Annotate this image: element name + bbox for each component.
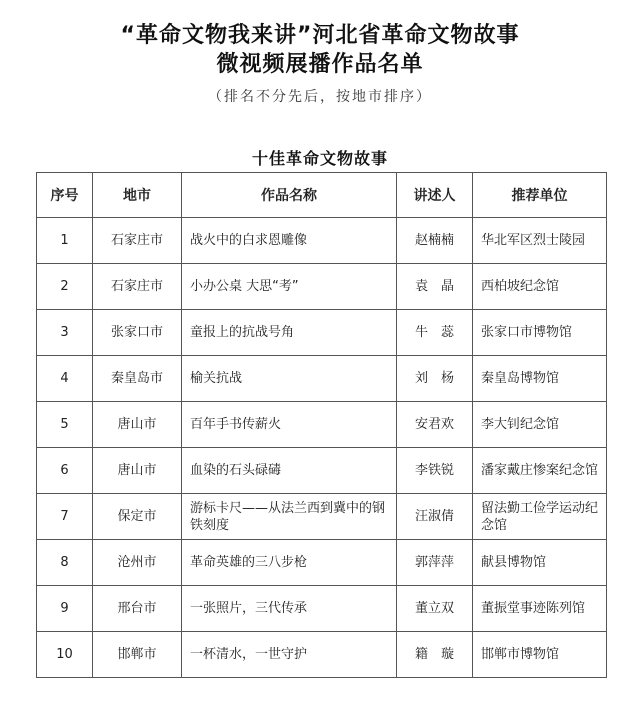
table-row [37, 356, 607, 402]
cell-organization: 董振堂事迹陈列馆 [473, 586, 607, 632]
table-row [37, 218, 607, 264]
cell-organization: 西柏坡纪念馆 [473, 264, 607, 310]
table-row [37, 264, 607, 310]
cell-narrator: 刘 杨 [397, 356, 473, 402]
cell-organization: 张家口市博物馆 [473, 310, 607, 356]
cell-title: 百年手书传薪火 [182, 402, 397, 448]
cell-number: 8 [37, 540, 93, 586]
table-row [37, 402, 607, 448]
cell-organization: 华北军区烈士陵园 [473, 218, 607, 264]
document-title-line2: 微视频展播作品名单 [216, 52, 424, 77]
cell-city: 唐山市 [93, 448, 182, 494]
cell-title: 童报上的抗战号角 [182, 310, 397, 356]
works-table [36, 172, 607, 678]
cell-narrator: 籍 璇 [397, 632, 473, 678]
column-header-city: 地市 [93, 173, 182, 218]
table-row [37, 494, 607, 540]
cell-organization: 秦皇岛博物馆 [473, 356, 607, 402]
cell-number: 6 [37, 448, 93, 494]
cell-title: 榆关抗战 [182, 356, 397, 402]
table-row [37, 540, 607, 586]
cell-title: 革命英雄的三八步枪 [182, 540, 397, 586]
column-header-number: 序号 [37, 173, 93, 218]
cell-organization: 留法勤工俭学运动纪念馆 [473, 494, 607, 540]
cell-city: 邢台市 [93, 586, 182, 632]
cell-city: 秦皇岛市 [93, 356, 182, 402]
cell-narrator: 安君欢 [397, 402, 473, 448]
cell-organization: 邯郸市博物馆 [473, 632, 607, 678]
cell-title: 血染的石头碌碡 [182, 448, 397, 494]
cell-narrator: 李铁锐 [397, 448, 473, 494]
cell-city: 沧州市 [93, 540, 182, 586]
cell-number: 1 [37, 218, 93, 264]
cell-title: 小办公桌 大思“考” [182, 264, 397, 310]
table-header-row [37, 173, 607, 218]
cell-city: 保定市 [93, 494, 182, 540]
column-header-organization: 推荐单位 [473, 173, 607, 218]
cell-title: 游标卡尺——从法兰西到冀中的钢铁刻度 [182, 494, 397, 540]
cell-title: 一张照片，三代传承 [182, 586, 397, 632]
cell-organization: 李大钊纪念馆 [473, 402, 607, 448]
cell-number: 5 [37, 402, 93, 448]
table-row [37, 586, 607, 632]
cell-number: 2 [37, 264, 93, 310]
cell-narrator: 董立双 [397, 586, 473, 632]
document-title-line1: “革命文物我来讲”河北省革命文物故事 [120, 23, 520, 48]
cell-title: 一杯清水，一世守护 [182, 632, 397, 678]
cell-number: 4 [37, 356, 93, 402]
cell-city: 石家庄市 [93, 218, 182, 264]
table-row [37, 310, 607, 356]
cell-narrator: 郭萍萍 [397, 540, 473, 586]
sorting-note: （排名不分先后，按地市排序） [208, 89, 432, 105]
cell-number: 9 [37, 586, 93, 632]
cell-number: 7 [37, 494, 93, 540]
table-row [37, 632, 607, 678]
cell-title: 战火中的白求恩雕像 [182, 218, 397, 264]
cell-organization: 潘家戴庄惨案纪念馆 [473, 448, 607, 494]
section-title: 十佳革命文物故事 [251, 149, 388, 168]
table-row [37, 448, 607, 494]
cell-narrator: 牛 蕊 [397, 310, 473, 356]
cell-organization: 献县博物馆 [473, 540, 607, 586]
cell-city: 唐山市 [93, 402, 182, 448]
cell-number: 10 [37, 632, 93, 678]
cell-narrator: 赵楠楠 [397, 218, 473, 264]
cell-narrator: 汪淑倩 [397, 494, 473, 540]
column-header-title: 作品名称 [182, 173, 397, 218]
cell-narrator: 袁 晶 [397, 264, 473, 310]
cell-city: 邯郸市 [93, 632, 182, 678]
cell-city: 张家口市 [93, 310, 182, 356]
column-header-narrator: 讲述人 [397, 173, 473, 218]
cell-number: 3 [37, 310, 93, 356]
cell-city: 石家庄市 [93, 264, 182, 310]
